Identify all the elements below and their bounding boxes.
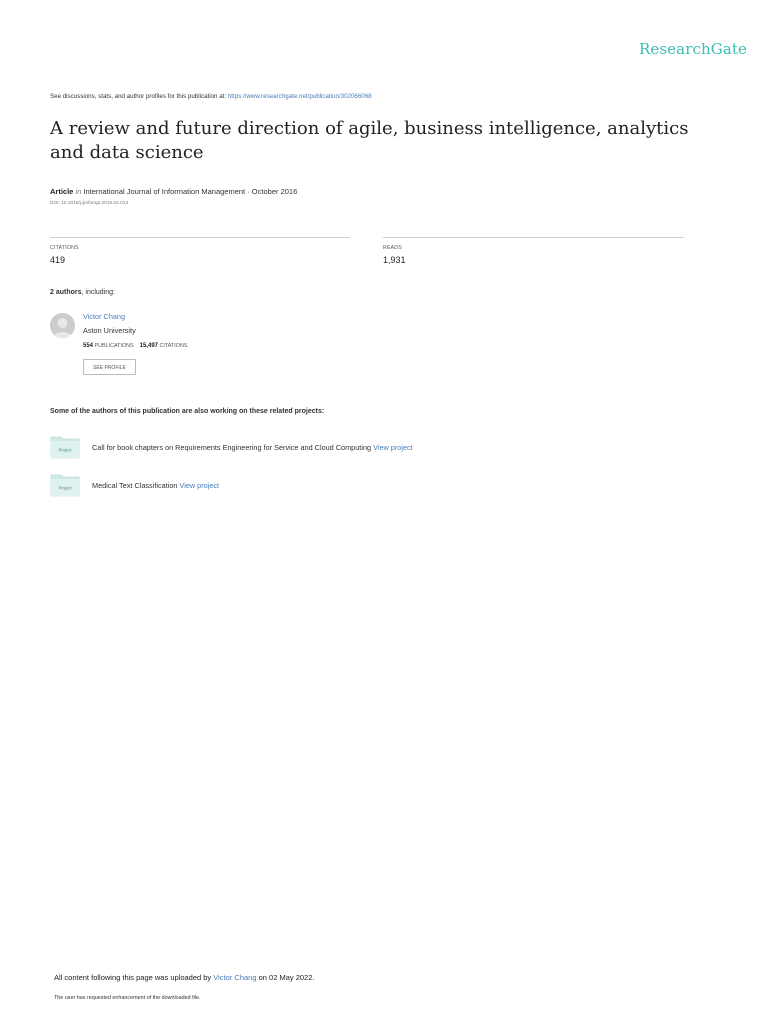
- reads-divider: [383, 237, 684, 238]
- author-stats: [83, 343, 187, 349]
- project-folder-icon: [50, 473, 80, 497]
- discussion-line: [50, 93, 372, 100]
- upload-suffix: on 02 May 2022.: [256, 973, 315, 982]
- publication-title: A review and future direction of agile, business intelligence, analytics and data science: [50, 118, 689, 163]
- project-text-row: [92, 481, 219, 490]
- upload-prefix: All content following this page was uploaded by: [54, 973, 214, 982]
- author-publications-count: 554: [83, 343, 94, 349]
- see-profile-button[interactable]: SEE PROFILE: [83, 359, 136, 375]
- view-project-link[interactable]: View project: [373, 443, 413, 452]
- author-name-link[interactable]: Victor Chang: [83, 312, 126, 321]
- reads-label: READS: [383, 245, 402, 251]
- project-item: [50, 435, 80, 464]
- in-word: in: [75, 187, 82, 196]
- view-project-link[interactable]: View project: [179, 481, 220, 490]
- project-text-row: [92, 443, 413, 452]
- project-title: Medical Text Classification: [92, 481, 178, 490]
- publication-type: Article: [50, 187, 74, 196]
- publication-doi: DOI: 10.1016/j.ijinfomgt.2016.04.013: [50, 201, 129, 206]
- user-silhouette-icon: [50, 313, 75, 338]
- reads-value: 1,931: [383, 255, 406, 265]
- enhancement-note: The user has requested enhancement of the downloaded file.: [54, 995, 201, 1001]
- authors-count: 2 authors: [50, 289, 82, 296]
- publication-url-link[interactable]: https://www.researchgate.net/publication/302066068: [227, 93, 372, 100]
- authors-including: , including:: [81, 289, 115, 296]
- citations-value: 419: [50, 255, 66, 265]
- publication-venue: International Journal of Information Management · October 2016: [83, 187, 298, 196]
- related-projects-heading: Some of the authors of this publication are also working on these related projects:: [50, 408, 325, 415]
- project-folder-icon: [50, 435, 80, 459]
- author-avatar[interactable]: [50, 313, 75, 338]
- publication-meta: [50, 187, 297, 196]
- project-icon-label: Project: [58, 447, 72, 453]
- upload-note: [54, 973, 314, 982]
- author-citations-count: 15,497: [139, 343, 159, 349]
- citations-label: CITATIONS: [50, 245, 79, 251]
- researchgate-logo[interactable]: ResearchGate: [639, 40, 747, 58]
- project-item: [50, 473, 80, 502]
- author-publications-label: PUBLICATIONS: [94, 343, 134, 349]
- author-citations-label: CITATIONS: [159, 343, 188, 349]
- project-title: Call for book chapters on Requirements Engineering for Service and Cloud Computing: [92, 443, 372, 452]
- discussion-prefix: See discussions, stats, and author profiles for this publication at:: [50, 93, 228, 100]
- citations-divider: [50, 237, 350, 238]
- author-affiliation: Aston University: [83, 326, 136, 335]
- uploader-link[interactable]: Victor Chang: [213, 973, 257, 982]
- authors-heading: [50, 289, 115, 296]
- project-icon-label: Project: [58, 485, 72, 491]
